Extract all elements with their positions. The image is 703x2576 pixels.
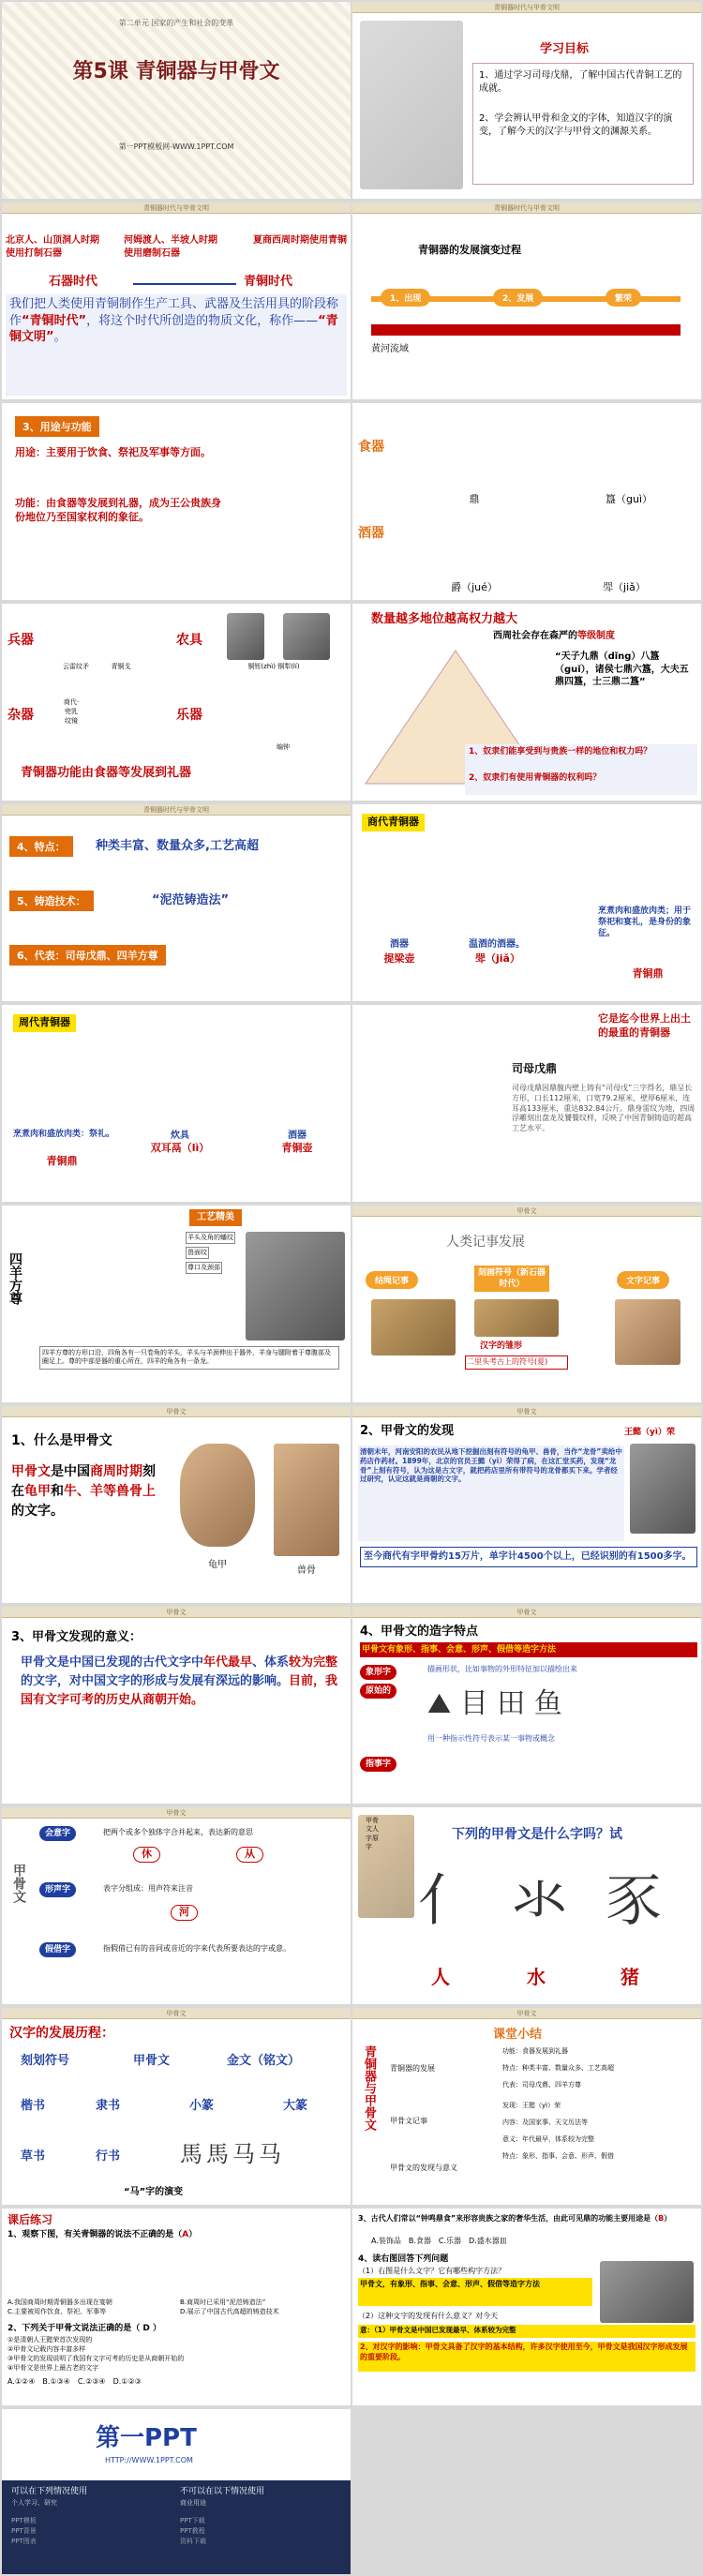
detail-2: 特点：种类丰富、数量众多、工艺高超 <box>502 2064 614 2072</box>
ppt-logo: 第一PPT <box>96 2424 197 2452</box>
footer-links[interactable]: PPT模板 PPT背景 PPT图表 <box>11 2517 37 2546</box>
q1-image-4 <box>246 2246 311 2293</box>
discovery-heading: 2、甲骨文的发现 <box>360 1424 455 1438</box>
stage-dazhuan: 大篆 <box>283 2099 308 2113</box>
stage-xiaozhuan: 小篆 <box>189 2099 215 2113</box>
detail-5: 内容：及国家事、天文历法等 <box>502 2119 588 2126</box>
period-3: 夏商西周时期使用青铜 <box>253 235 347 246</box>
slide-band: 甲骨文 <box>2 2008 351 2019</box>
q4: 4、读右图回答下列问题 <box>358 2254 449 2264</box>
option-a[interactable]: A.我国商周时期青铜器多出现在宴朝 <box>7 2299 112 2306</box>
slide-band: 青铜器时代与甲骨文明 <box>2 804 351 816</box>
zhou-heading: 周代青铜器 <box>13 1014 76 1032</box>
slide-title <box>2 2 351 199</box>
methods-banner: 甲骨文有象形、指事、会意、形声、假借等造字方法 <box>360 1642 697 1657</box>
ge-image <box>99 613 142 660</box>
zhou-hu-image <box>255 1039 339 1123</box>
objective-1: 1、通过学习司母戊鼎，了解中国古代青铜工艺的成就。 <box>479 70 682 94</box>
objective-2: 2、学会辨认甲骨和金文的字体，知道汉字的演变，了解今天的汉字与甲骨文的渊源关系。 <box>479 113 673 137</box>
knot-image <box>371 1299 456 1355</box>
jia-caption: 温酒的酒器。 <box>469 939 525 950</box>
stage-kaishu: 楷书 <box>21 2099 46 2113</box>
he-char: 河 <box>171 1905 198 1921</box>
food-label: 食器 <box>358 440 384 455</box>
q2-item-4: ④甲骨文是世界上最古老的文字 <box>7 2364 99 2372</box>
disallowed-item: 商业用途 <box>180 2499 206 2507</box>
func-text: 功能：由食器等发展到礼器，成为王公贵族身份地位乃至国家权利的象征。 <box>15 497 221 523</box>
slide-discovery <box>352 1406 701 1603</box>
glyph-shui: 氺 <box>512 1868 568 1934</box>
ppt-url[interactable]: HTTP://WWW.1PPT.COM <box>105 2456 193 2464</box>
slide-vessels <box>352 403 701 600</box>
option-b[interactable]: B.商周时已采用“泥范铸造法” <box>180 2299 266 2306</box>
zun-name: 四羊方尊 <box>7 1252 22 1305</box>
slide-simuwu-ding <box>352 1005 701 1202</box>
quiz-question: 下列的甲骨文是什么字吗？试 <box>452 1827 622 1842</box>
lesson-title: 第5课 青铜器与甲骨文 <box>72 60 280 83</box>
zhou-ding-caption: 烹煮肉和盛放肉类：祭礼。 <box>12 1130 114 1139</box>
allowed-title: 可以在下列情况使用 <box>11 2487 88 2496</box>
use-text: 用途：主要用于饮食、祭祀及军事等方面。 <box>15 446 211 458</box>
q4-answer-1: 甲骨文，有象形、指事、会意、形声、假借等造字方法 <box>360 2280 540 2288</box>
slide-exercise-1 <box>2 2209 351 2405</box>
slide-objectives <box>352 2 701 199</box>
ideogram-tag: 会意字 <box>39 1826 76 1841</box>
jue-image <box>236 441 330 553</box>
pictograph-tag: 象形字 <box>360 1665 396 1680</box>
stage-xingshu: 行书 <box>96 2149 121 2164</box>
note-1: 羊头及角的蟠纹 <box>186 1232 235 1244</box>
stage-1: 1、出现 <box>381 289 430 307</box>
slide-what-oracle <box>2 1406 351 1603</box>
phonogram-desc: 表字分组成：用声符来注音 <box>103 1884 193 1893</box>
q4-answer-3: 2、对汉字的影响：甲骨文具备了汉字的基本结构，许多汉字使用至今，甲骨文是我国汉字形成发展的重要阶段。 <box>360 2343 688 2361</box>
prototype-label: 汉字的雏形 <box>480 1341 523 1351</box>
slide-script-evolution <box>2 2008 351 2205</box>
detail-6: 意义：年代最早，体系较为完整 <box>502 2135 594 2143</box>
jia-name: 斝（jiǎ） <box>475 952 520 965</box>
ding-description: 司母戊鼎因鼎腹内壁上铸有“司母戊”三字得名，鼎呈长方形，口长112厘米，口宽79.2厘米，壁厚6厘米，连耳高133厘米，重达832.84公斤。鼎身雷纹为地，四周浮雕刻出盘龙及饕餮纹样，反映了中国青铜铸造的超高工艺水平。 <box>512 1084 696 1133</box>
record-title: 人类记事发展 <box>446 1235 525 1250</box>
wang-portrait <box>630 1444 696 1534</box>
slide-categories <box>2 604 351 801</box>
hu-image <box>362 836 437 930</box>
slide-band: 甲骨文 <box>2 1607 351 1618</box>
zun-description: 四羊方尊的方形口沿，四角各有一只卷角的羊头，羊头与羊颈伸出于器外，羊身与腿附着于尊腹部及圈足上。尊的中部是器的重心所在，四羊的角各有一条龙。 <box>39 1346 339 1370</box>
detail-3: 代表：司母戊鼎、四羊方尊 <box>502 2081 581 2089</box>
music-label: 乐器 <box>176 708 202 723</box>
slide-four-goat-zun <box>2 1206 351 1402</box>
slide-band: 甲骨文 <box>2 1406 351 1417</box>
slide-significance <box>2 1607 351 1804</box>
ma-caption: “马”字的演变 <box>124 2187 184 2197</box>
slide-exercise-2 <box>352 2209 701 2405</box>
q2-item-1: ①是清朝人王懿荣首次发现的 <box>7 2336 93 2344</box>
q2-item-2: ②甲骨文记载内容丰富多样 <box>7 2345 86 2353</box>
wine-label: 酒器 <box>358 526 384 541</box>
q4-part-2: （2）这种文字的发现有什么意义？对今天 <box>358 2312 499 2320</box>
hierarchy-sub: 西周社会存在森严的等级制度 <box>493 631 615 641</box>
craft-tag: 工艺精美 <box>189 1209 242 1226</box>
hu-name: 提梁壶 <box>383 952 415 965</box>
wang-name: 王懿（yì）荣 <box>624 1428 675 1437</box>
farm-captions: 铜铚(zhì) 铜犁(lí) <box>247 663 300 670</box>
slide-zhou-bronzes <box>2 1005 351 1202</box>
slide-record-keeping <box>352 1206 701 1402</box>
farm-label: 农具 <box>176 633 202 648</box>
ideogram-desc: 把两个或多个独体字合并起来，表达新的意思 <box>103 1828 253 1836</box>
jia-vessel-image <box>456 836 540 930</box>
stage-caoshu: 草书 <box>21 2149 46 2164</box>
bells-caption: 编钟 <box>277 743 290 751</box>
li-name: 双耳鬲（lì） <box>150 1142 210 1154</box>
ma-glyphs: 馬馬马马 <box>180 2141 285 2167</box>
jia-image <box>568 506 681 574</box>
spear-image <box>58 613 92 660</box>
evolution-heading: 汉字的发展历程： <box>9 2026 114 2041</box>
writing-pill: 文字记事 <box>617 1271 669 1289</box>
cong-char: 从 <box>236 1847 263 1863</box>
slide-band: 青铜器时代与甲骨文明 <box>2 202 351 214</box>
ding-image <box>418 412 531 487</box>
representative-tag: 6、代表：司母戊鼎、四羊方尊 <box>9 945 166 966</box>
note-2: 兽面纹 <box>186 1247 209 1259</box>
slide-evolution <box>352 202 701 399</box>
erlitou-label: 二里头考古上的符号(夏) <box>465 1355 568 1370</box>
stage-2: 2、发展 <box>493 289 543 307</box>
mirror-image <box>90 686 146 742</box>
li-image <box>133 1039 227 1123</box>
q2-item-3: ③甲骨文的发现说明了我国有文字可考的历史是从商朝开始的 <box>7 2355 185 2362</box>
what-heading: 1、什么是甲骨文 <box>11 1433 112 1448</box>
oracle-rubbing <box>600 2261 694 2323</box>
mirror-caption: 商代·兜乳纹镜 <box>63 698 80 725</box>
indicative-tag: 指事字 <box>360 1757 396 1772</box>
detail-7: 特点：象形、指事、会意、形声、假借 <box>502 2152 614 2160</box>
slide-band: 甲骨文 <box>2 1807 351 1819</box>
bone-label: 兽骨 <box>297 1565 316 1576</box>
ding-caption: 烹煮肉和盛放肉类；用于祭祀和宴礼，是身份的象征。 <box>598 906 692 939</box>
option-d[interactable]: D.展示了中国古代高超的铸造技术 <box>180 2308 279 2315</box>
feature-tag: 4、特点： <box>9 836 73 857</box>
stage-lishu: 隶书 <box>96 2099 121 2113</box>
gui-label: 簋（guì） <box>605 493 652 505</box>
function-footer: 青铜器功能由食器等发展到礼器 <box>21 766 192 780</box>
stage-symbol: 刻划符号 <box>21 2054 70 2068</box>
original-tag: 原始的 <box>360 1684 396 1699</box>
q4-part-1: （1）右图是什么文字？它有哪些构字方法？ <box>358 2267 506 2275</box>
allowed-item: 个人学习、研究 <box>11 2499 57 2507</box>
question-1: 1、奴隶们能享受到与贵族一样的地位和权力吗？ <box>469 747 652 756</box>
question-2: 2、奴隶们有使用青铜器的权利吗？ <box>469 773 602 783</box>
misc-label: 杂器 <box>7 708 34 723</box>
q1-image-2 <box>96 2246 161 2293</box>
pictograph-desc: 描画形状，比如事物的外形特征加以描绘出来 <box>427 1665 577 1673</box>
significance-text: 甲骨文是中国已发现的古代文字中年代最早、体系较为完整的文字，对中国文字的形成与发展有深远的影响。目前，我国有文字可考的历史从商朝开始。 <box>21 1655 338 1708</box>
indicative-desc: 用一种指示性符号表示某一事物或概念 <box>427 1734 555 1743</box>
bone-image <box>274 1444 339 1556</box>
stage-bronze: 金文（铭文） <box>227 2054 301 2068</box>
slide-character-types <box>352 1607 701 1804</box>
unit-label: 第二单元 国家的产生和社会的变革 <box>118 19 234 27</box>
discovery-story: 清朝末年，河南安阳的农民从地下挖掘出刻有符号的龟甲、兽骨，当作“龙骨”卖给中药店作药材。1899年，北京的官员王懿（yì）荣得了病，在这汇堂买药，发现“龙骨”上刻有符号，认为这是古文字，就把药店里所有带符号的龙骨都买下来。学者经过研究，认定这就是商朝的文字。 <box>360 1447 622 1484</box>
w2: 青铜戈 <box>111 663 131 670</box>
glyph-ren: 亻 <box>418 1868 474 1934</box>
decor-image <box>360 21 463 189</box>
loan-tag: 假借字 <box>39 1942 76 1957</box>
objectives-heading: 学习目标 <box>540 42 590 56</box>
q3-options[interactable]: A.装饰品 B.食器 C.乐器 D.盛水器皿 <box>371 2237 507 2245</box>
figure-note: 甲骨文人字原字 <box>366 1817 379 1851</box>
slide-hierarchy <box>352 604 701 801</box>
disallowed-title: 不可以在以下情况使用 <box>180 2487 265 2496</box>
significance-heading: 3、甲骨文发现的意义： <box>11 1630 142 1644</box>
hu-caption: 酒器 <box>390 939 409 950</box>
bells-image <box>227 684 330 741</box>
section-tag: 3、用途与功能 <box>15 416 99 437</box>
symbol-image <box>474 1299 559 1337</box>
slide-band: 甲骨文 <box>352 1607 701 1618</box>
q3: 3、古代人们常以“钟鸣鼎食”来形容贵族之家的奢华生活，由此可见鼎的功能主要用途是（B） <box>358 2214 672 2223</box>
site-label: 第一PPT模板网-WWW.1PPT.COM <box>118 142 234 151</box>
zhou-ding-image <box>15 1042 109 1112</box>
glyph-zhu: 豕 <box>606 1868 662 1934</box>
casting-tag: 5、铸造技术： <box>9 891 94 911</box>
definition: 甲骨文是中国商周时期刻在龟甲和牛、羊等兽骨上的文字。 <box>11 1464 156 1519</box>
branch-2: 甲骨文记事 <box>390 2117 427 2125</box>
q1-image-3 <box>171 2246 236 2293</box>
slide-use <box>2 403 351 600</box>
goat-head-image <box>246 1232 345 1340</box>
slide-compound-types <box>2 1807 351 2004</box>
answer-ren: 人 <box>431 1966 450 1988</box>
zhou-hu-name: 青铜壶 <box>281 1142 313 1154</box>
phonogram-tag: 形声字 <box>39 1882 76 1897</box>
jue-label: 爵（jué） <box>451 581 498 593</box>
zhou-ding-name: 青铜鼎 <box>46 1155 78 1167</box>
vertical-heading: 甲骨文 <box>11 1864 26 1903</box>
evolution-title: 青铜器的发展演变过程 <box>418 244 521 256</box>
note-3: 尊口及颈部 <box>186 1262 222 1274</box>
ding-name: 青铜鼎 <box>632 967 664 980</box>
footer-links-2[interactable]: PPT下载 PPT教程 资料下载 <box>180 2517 206 2546</box>
slide-band: 青铜器时代与甲骨文明 <box>352 2 701 13</box>
loan-desc: 指假借已有的音同或音近的字来代表所要表达的字或意。 <box>103 1944 291 1953</box>
weapon-label: 兵器 <box>7 633 34 648</box>
slide-band: 甲骨文 <box>352 1206 701 1217</box>
li-caption: 炊具 <box>171 1131 189 1141</box>
slide-band: 青铜器时代与甲骨文明 <box>352 202 701 214</box>
q1-image-1 <box>21 2246 86 2293</box>
shang-heading: 商代青铜器 <box>362 814 425 831</box>
shell-label: 龟甲 <box>208 1560 227 1570</box>
slide-quiz-glyphs <box>352 1807 701 2004</box>
glyph-row: ⛰ 目 田 鱼 <box>427 1687 562 1720</box>
slide-shang-bronzes <box>352 804 701 1001</box>
slide-features <box>2 804 351 1001</box>
exercise-heading: 课后练习 <box>7 2213 53 2226</box>
slide-band: 甲骨文 <box>352 1406 701 1417</box>
detail-4: 发现：王懿（yì）荣 <box>502 2102 561 2109</box>
simuwu-ding-image <box>358 1033 499 1174</box>
footer-ad <box>2 2409 351 2574</box>
ding-label: 鼎 <box>469 493 480 505</box>
casting-text: “泥范铸造法” <box>152 893 230 907</box>
bronze-age: 青铜时代 <box>244 275 293 289</box>
ranks-text: “天子九鼎（dǐng）八簋（guǐ），诸侯七鼎六簋，大夫五鼎四簋，士三鼎二簋” <box>555 651 689 687</box>
stage-oracle: 甲骨文 <box>133 2054 171 2068</box>
statistics: 至今商代有字甲骨约15万片，单字计4500个以上，已经识别的有1500多字。 <box>360 1547 697 1567</box>
branch-3: 甲骨文的发现与意义 <box>390 2164 457 2172</box>
slide-bronze-age <box>2 202 351 399</box>
q2-options[interactable]: A.①②④ B.①③④ C.②③④ D.①②③ <box>7 2377 142 2386</box>
zhou-hu-caption: 酒器 <box>288 1131 307 1141</box>
symbol-pill: 刻画符号（新石器时代） <box>474 1266 549 1292</box>
li-image <box>283 613 330 660</box>
branch-1: 青铜器的发展 <box>390 2064 435 2073</box>
zhi-image <box>227 613 264 660</box>
w1: 云雷纹矛 <box>63 663 89 670</box>
period-2: 河姆渡人、半坡人时期使用磨制石器 <box>124 235 217 259</box>
jue2-image <box>418 506 531 574</box>
feature-text: 种类丰富、数量众多,工艺高超 <box>96 839 259 853</box>
stone-age: 石器时代 <box>49 275 98 289</box>
ding-name: 司母戊鼎 <box>512 1062 558 1075</box>
types-heading: 4、甲骨文的造字特点 <box>360 1625 479 1639</box>
shang-ding-image <box>606 836 696 902</box>
summary-heading: 课堂小结 <box>493 2028 543 2042</box>
answer-shui: 水 <box>527 1966 546 1988</box>
turtle-shell-image <box>180 1444 255 1547</box>
xiu-char: 休 <box>133 1847 160 1863</box>
knot-pill: 结绳记事 <box>366 1271 418 1289</box>
definition: 我们把人类使用青铜制作生产工具、武器及生活用具的阶段称作“青铜时代”，将这个时代所创造的物质文化，称作——“青铜文明”。 <box>9 297 339 345</box>
q1: 1、观察下图，有关青铜器的说法不正确的是（A） <box>7 2230 198 2239</box>
slide-summary <box>352 2008 701 2205</box>
stage-3: 繁荣 <box>606 289 641 307</box>
zun-image <box>30 1228 152 1340</box>
summary-vertical: 青铜器与甲骨文 <box>362 2045 376 2131</box>
jia-label: 斝（jiǎ） <box>603 581 646 593</box>
river-label: 黄河流域 <box>371 344 409 354</box>
slide-band: 甲骨文 <box>352 2008 701 2019</box>
writing-image <box>615 1299 681 1365</box>
hierarchy-title: 数量越多地位越高权力越大 <box>371 612 518 626</box>
gui-image <box>568 412 681 487</box>
option-c[interactable]: C.主要被用作饮食、祭祀、军事等 <box>7 2308 107 2315</box>
period-1: 北京人、山顶洞人时期使用打制石器 <box>6 235 99 259</box>
detail-1: 功能：食器发展到礼器 <box>502 2047 568 2055</box>
q4-answer-2: 意：（1）甲骨文是中国已发现最早、体系较为完整 <box>360 2326 516 2334</box>
heaviest-note: 它是迄今世界上出土的最重的青铜器 <box>598 1012 691 1039</box>
q2: 2、下列关于甲骨文说法正确的是（ D ） <box>7 2324 162 2333</box>
answer-zhu: 猪 <box>621 1966 639 1988</box>
